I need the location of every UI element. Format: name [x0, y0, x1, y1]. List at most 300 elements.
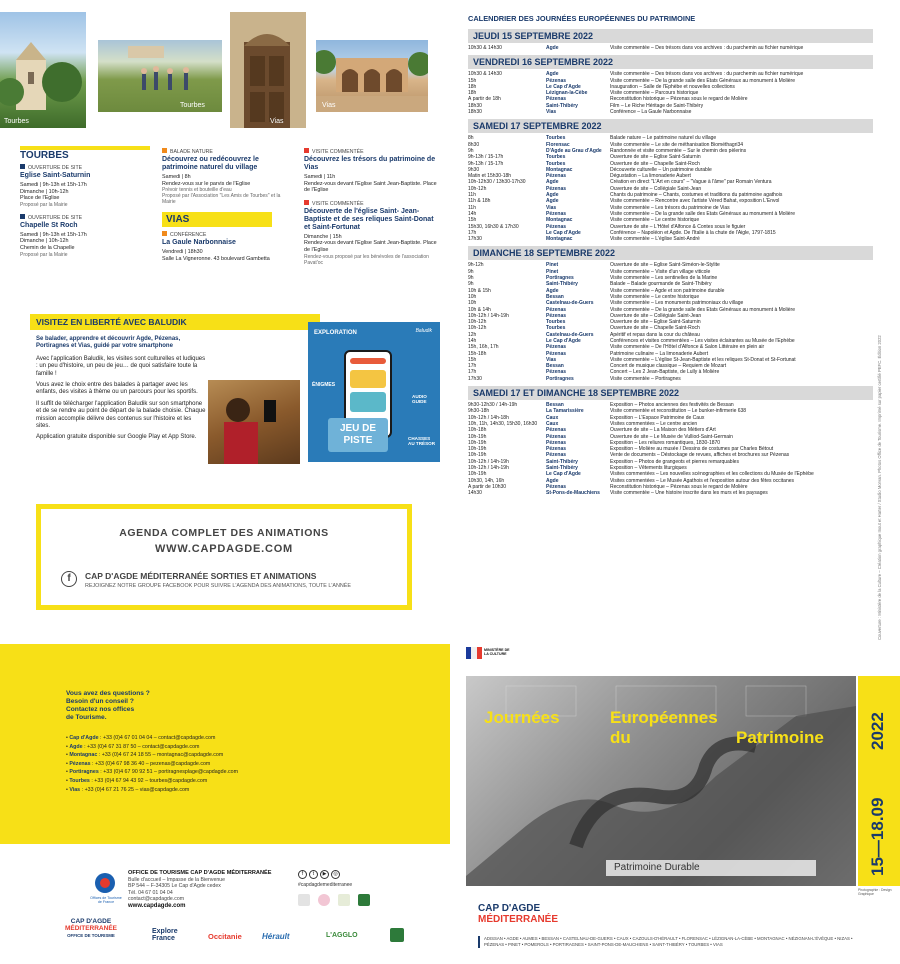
- photo-tourbes-walkers: [98, 40, 222, 112]
- agenda-box: [36, 504, 412, 610]
- bullet-icon: •: [66, 786, 70, 793]
- event-date: Samedi | 9h-13h et 15h-17h: [20, 231, 87, 238]
- calendar-row: [468, 45, 873, 51]
- event-town: St-Pons-de-Mauchiens: [546, 490, 600, 497]
- event-time: 10h-12h30 / 13h30-17h30: [468, 179, 526, 186]
- event-town: Tourbes: [546, 319, 566, 326]
- event-town: Florensac: [546, 141, 570, 148]
- event-town: Castelnau-de-Guers: [546, 331, 594, 338]
- event-town: Vias: [546, 204, 557, 211]
- event-time: 10h-19h: [468, 439, 487, 446]
- event-date: Dimanche | 15h: [304, 233, 342, 240]
- baludik-text: [36, 336, 206, 442]
- event-time: 10h-19h: [468, 433, 487, 440]
- photo-caption: Tourbes: [180, 102, 205, 109]
- twitter-icon[interactable]: t: [309, 870, 318, 879]
- event-town: Le Cap d'Agde: [546, 471, 581, 478]
- office-line: BP 544 – F-34305 Le Cap d'Agde cedex: [128, 883, 221, 890]
- event-time: 9h30: [468, 166, 480, 173]
- event-time: 15h-18h: [468, 350, 487, 357]
- office-contact[interactable]: : +33 (0)4 67 21 76 25 – vias@capdagde.com: [81, 786, 190, 793]
- event-town: Pézenas: [546, 173, 567, 180]
- social-icons: [298, 870, 340, 879]
- event-time: 14h30: [468, 490, 482, 497]
- event-title: Chapelle St Roch: [20, 221, 78, 229]
- event-title: Découvrez ou redécouvrez le patrimoine naturel du village: [162, 156, 259, 171]
- jeu-panel: [328, 418, 388, 452]
- event-time: 17h: [468, 229, 477, 236]
- event-town: Pézenas: [546, 439, 567, 446]
- event-town: Le Cap d'Agde: [546, 337, 581, 344]
- event-time: 10h-12h / 14h-19h: [468, 458, 509, 465]
- event-description: Découverte culturelle – Un patrimoine durable: [610, 166, 712, 173]
- office-name: Vias: [69, 786, 81, 793]
- event-time: 10h-12h / 14h-19h: [468, 465, 509, 472]
- event-time: 17h: [468, 369, 477, 376]
- event-description: Concert de musique classique – Requiem de Mozart: [610, 363, 727, 370]
- event-title: Découverte de l'église Saint- Jean-Baptiste et de ses reliques Saint-Donat et Saint-Fortunat: [304, 207, 434, 231]
- event-place: Salle La Vigneronne. 43 boulevard Gambetta: [162, 255, 270, 262]
- event-description: Visite commentée – Parcours historique: [610, 90, 699, 97]
- app-label: EXPLORATION: [314, 330, 357, 336]
- event-description: Visite commentée – Les monuments patrimoniaux du village: [610, 300, 744, 307]
- event-time: 10h, 11h, 14h30, 15h30, 16h30: [468, 420, 538, 427]
- event-type: BALADE NATURE: [170, 149, 213, 155]
- logo-text: MÉDITERRANÉE: [64, 925, 117, 932]
- event-date: Samedi | 8h: [162, 174, 191, 180]
- event-time: Matin et 15h30-18h: [468, 173, 512, 180]
- event-description: Patrimoine culinaire – La limonaderie Aubert: [610, 350, 709, 357]
- event-time: 10h30, 14h, 16h: [468, 477, 505, 484]
- event-town: Vias: [546, 109, 557, 116]
- event-type: OUVERTURE DE SITE: [28, 165, 83, 171]
- event-place: Rendez-vous sur le parvis de l'Eglise: [162, 180, 251, 187]
- event-town: Le Cap d'Agde: [546, 229, 581, 236]
- event-note: Proposé par la Mairie: [20, 201, 68, 208]
- tourisme-quality-logo: [94, 872, 116, 894]
- event-town: Agde: [546, 477, 559, 484]
- event-town: Bessan: [546, 402, 564, 409]
- event-description: Visites commentées – Le Musée Agathois et l'exposition autour des fêtes occitanes: [610, 477, 795, 484]
- calendar-day-header: VENDREDI 16 SEPTEMBRE 2022: [468, 55, 873, 69]
- event-town: Agde: [546, 71, 559, 78]
- event-time: 14h: [468, 337, 477, 344]
- office-url[interactable]: www.capdagde.com: [128, 902, 186, 909]
- ministere-label: MINISTÈRE DE LA CULTURE: [484, 648, 510, 656]
- event-town: La Tamarissière: [546, 408, 584, 415]
- event-time: 9h30-12h30 / 14h-19h: [468, 402, 518, 409]
- agenda-url[interactable]: WWW.CAPDAGDE.COM: [154, 543, 294, 555]
- event-time: 15h, 16h, 17h: [468, 344, 499, 351]
- bullet-icon: •: [66, 743, 70, 750]
- office-line: contact@capdagde.com: [128, 896, 185, 903]
- event-town: Pinet: [546, 262, 559, 269]
- calendar-rows: [468, 402, 873, 496]
- event-time: 9h: [468, 275, 474, 282]
- badge-icon: [358, 894, 370, 906]
- brand-text: MÉDITERRANÉE: [478, 914, 559, 925]
- photo-vias-square: [316, 40, 428, 112]
- event-town: Tourbes: [546, 325, 566, 332]
- event-description: Randonnée et visite commentée – Sur le chemin des pèlerins: [610, 147, 747, 154]
- calendar: [468, 14, 873, 497]
- event-date: Dimanche | 10h-12h: [20, 188, 69, 195]
- office-name: Montagnac: [69, 752, 98, 759]
- event-description: Visite commentée – Les sentinelles de la Marine: [610, 275, 718, 282]
- event-description: Conférence – Napoléon et Agde. De l'Italie à la chute de l'Aigle, 1797-1815: [610, 229, 776, 236]
- event-time: 10h-18h: [468, 427, 487, 434]
- hashtag: #capdagdemediterranee: [298, 882, 353, 888]
- calendar-day-header: SAMEDI 17 SEPTEMBRE 2022: [468, 119, 873, 133]
- event-description: Visite commentée – Le centre historique: [610, 217, 700, 224]
- square-bullet-icon: [162, 148, 167, 153]
- facebook-icon[interactable]: f: [61, 571, 77, 587]
- event-description: Visites commentées – Les nouvelles scénographies et les collections du Musée de l'Ephèbe: [610, 471, 814, 478]
- event-place: Rendez-vous devant l'Eglise Saint Jean-Baptiste. Place de l'Eglise: [304, 240, 437, 253]
- event-description: Visite commentée – De la grande salle des Etats Généraux au monument à Molière: [610, 77, 796, 84]
- event-town: Montagnac: [546, 166, 573, 173]
- event-description: Exposition – Vêtements liturgiques: [610, 465, 687, 472]
- event-time: 10h-12h: [468, 325, 487, 332]
- event-town: Pézenas: [546, 210, 567, 217]
- event-town: Agde: [546, 287, 559, 294]
- facebook-icon[interactable]: f: [298, 870, 307, 879]
- event-town: Pézenas: [546, 344, 567, 351]
- event-time: 10h30 & 14h30: [468, 71, 502, 78]
- tourbes-column: [20, 150, 148, 258]
- event-town: Pézenas: [546, 306, 567, 313]
- capdagde-logo: [60, 918, 122, 938]
- event-town: Pézenas: [546, 433, 567, 440]
- event-town: Tourbes: [546, 154, 566, 161]
- event-description: Visite commentée – Le site de méthanisation Biométhagri34: [610, 141, 744, 148]
- event-town: Pézenas: [546, 483, 567, 490]
- square-bullet-icon: [304, 200, 309, 205]
- square-bullet-icon: [162, 231, 167, 236]
- event-description: Ouverture de site – L'Hôtel d'Alfonce & Contes sous le figuier: [610, 223, 746, 230]
- event-time: 18h: [468, 90, 477, 97]
- event-time: 14h: [468, 210, 477, 217]
- office-line: Bulle d'accueil – Impasse de la Bienvenue: [128, 877, 226, 883]
- cover-towns: ADISSAN • AGDE • AUMES • BESSAN • CASTELNAU-DE-GUERS • CAUX • CAZOULS-D'HÉRAULT • FLORENSAC • LÉZIGNAN-LA-CÈBE • MONTAGNAC • NÉZIGNAN-L'ÉVÊQUE • NIZAS • PÉZENAS • PINET • POMEROLS • PORTIRAGNES • SAINT-PONS-DE-MAUCHIENS • SAINT-THIBÉRY • TOURBES • VIAS: [478, 936, 858, 948]
- event-time: 9h: [468, 281, 474, 288]
- occitanie-logo: Occitanie: [208, 932, 242, 941]
- event-town: Tourbes: [546, 160, 566, 167]
- event-description: Chants du patrimoine – Chants, costumes et traditions du patrimoine agathois: [610, 192, 783, 199]
- event-time: 11h: [468, 204, 476, 211]
- photo-vias-door: [230, 12, 306, 128]
- contact-line: [66, 768, 366, 777]
- baludik-lead: Se balader, apprendre et découvrir Agde, Pézenas, Portiragnes et Vias, guidé par votre smartphone: [36, 336, 181, 350]
- event-town: D'Agde au Grau d'Agde: [546, 147, 602, 154]
- event-time: 10h-19h: [468, 446, 487, 453]
- event-time: 9h: [468, 147, 474, 154]
- event-town: Pézenas: [546, 350, 567, 357]
- office-name: Agde: [69, 743, 83, 750]
- event-description: Exposition – Photos de grangeots et pierres remarquables: [610, 458, 739, 465]
- square-bullet-icon: [304, 148, 309, 153]
- contact-question: de Tourisme.: [66, 714, 107, 721]
- event-description: Ouverture de site – Le Musée de Vulliod-Saint-Germain: [610, 433, 733, 440]
- credits-text: Couverture : Ministère de la Culture – Création graphique Inout et Harter / Studio Morvan. Photos Office de Tourisme. Imprimé sur papier certifié PEFC. Édition 2022: [877, 335, 882, 640]
- cover-yellow-strip: [858, 676, 900, 886]
- event-place: Chemin de la Chapelle: [20, 244, 75, 251]
- event-note: Proposé par la Mairie: [20, 251, 68, 258]
- event-time: 10h: [468, 300, 477, 307]
- event-time: 8h30: [468, 141, 480, 148]
- contact-list: [66, 734, 366, 794]
- cover-dates: 15—18.09: [868, 797, 887, 876]
- event-description: Ouverture de site – Collégiale Saint-Jean: [610, 312, 702, 319]
- event-time: 18h: [468, 83, 477, 90]
- calendar-days: [468, 29, 873, 497]
- event-town: Bessan: [546, 363, 564, 370]
- calendar-rows: [468, 45, 873, 51]
- event-description: Visite commentée – Portiragnes: [610, 375, 681, 382]
- cover-year: 2022: [868, 712, 887, 750]
- quality-label: Offices de Tourisme de France: [90, 896, 122, 905]
- baludik-title: VISITEZ EN LIBERTÉ AVEC BALUDIK: [30, 314, 320, 330]
- event-description: Visite commentée – Agde et son patrimoine durable: [610, 287, 725, 294]
- app-label: CHASSES AU TRÉSOR: [408, 436, 436, 446]
- calendar-row: [468, 490, 873, 496]
- cover-credit: Photographie : Design Graphique: [858, 888, 892, 896]
- contact-question: Vous avez des questions ?: [66, 690, 150, 697]
- event-time: 17h: [468, 363, 477, 370]
- section-title-vias: VIAS: [162, 212, 272, 227]
- herault-logo: Hérault: [262, 932, 290, 941]
- baludik-paragraph: Vous avez le choix entre des balades à partager avec les enfants, des visites à thème ou un parcours pour les sportifs.: [36, 382, 198, 396]
- event-place: Rendez-vous devant l'Eglise Saint Jean-Baptiste. Place de l'Eglise: [304, 180, 437, 194]
- calendar-row: [468, 236, 873, 242]
- calendar-rows: [468, 262, 873, 382]
- event-town: Saint-Thibéry: [546, 102, 578, 109]
- event-description: Ouverture de site – Chapelle Saint-Roch: [610, 325, 700, 332]
- photo-caption: Vias: [322, 102, 336, 109]
- event-time: 18h30: [468, 102, 482, 109]
- square-bullet-icon: [20, 214, 25, 219]
- credits-vertical: [877, 20, 889, 640]
- event-time: 10h30 & 14h30: [468, 45, 502, 51]
- event-description: Exposition – L'Espace Patrimoine de Caux: [610, 414, 705, 421]
- event-description: Conférences et visites commentées – Les visites éclairantes au Musée de l'Ephèbe: [610, 337, 795, 344]
- event-description: Ouverture de site – Eglise Saint-Siméon-le-Stylite: [610, 262, 720, 269]
- calendar-day-header: JEUDI 15 SEPTEMBRE 2022: [468, 29, 873, 43]
- office-contact[interactable]: : +33 (0)4 67 90 92 51 – portiragnesplage@capdagde.com: [100, 769, 238, 776]
- explore-france-logo: Explore France: [152, 928, 178, 942]
- contact-line: [66, 777, 366, 786]
- event-time: 10h-12h: [468, 319, 487, 326]
- event-time: 17h30: [468, 375, 482, 382]
- event-town: Portiragnes: [546, 375, 574, 382]
- event-town: Pinet: [546, 268, 559, 275]
- event-time: 9h-12h: [468, 262, 484, 269]
- event-time: 8h: [468, 135, 474, 142]
- event-town: Agde: [546, 45, 559, 51]
- facebook-group-subtitle: REJOIGNEZ NOTRE GROUPE FACEBOOK POUR SUIVRE L'AGENDA DES ANIMATIONS, TOUTE L'ANNÉE: [85, 583, 351, 589]
- office-contact[interactable]: : +33 (0)4 67 01 04 04 – contact@capdagde.com: [100, 735, 216, 741]
- baludik-paragraph: Avec l'application Baludik, les visites sont culturelles et ludiques : un peu d'histoire, un peu de jeu… de quoi satisfaire toute la famille !: [36, 355, 206, 377]
- event-town: Le Cap d'Agde: [546, 83, 581, 90]
- event-description: Reconstitution historique – Pézenas sous le regard de Molière: [610, 483, 748, 490]
- event-description: Visite commentée – L'église St-Jean-Baptiste et les reliques St-Donat et St-Fortunat: [610, 356, 796, 363]
- app-label: JEU DE PISTE: [339, 423, 377, 446]
- event-date: Samedi | 9h-13h et 15h-17h: [20, 182, 87, 188]
- event-time: 11h: [468, 192, 476, 199]
- office-name: Portiragnes: [69, 769, 99, 776]
- event-town: Pézenas: [546, 427, 567, 434]
- brand-text: CAP D'AGDE: [478, 903, 541, 914]
- event-description: Visites commentées – Le centre ancien: [610, 420, 698, 427]
- baludik-paragraph: Application gratuite disponible sur Google Play et App Store.: [36, 434, 197, 441]
- event-time: 18h30: [468, 109, 482, 116]
- office-contact[interactable]: : +33 (0)4 67 31 87 50 – contact@capdagde.com: [84, 743, 200, 750]
- event-description: Ouverture de site – Collégiale Saint-Jean: [610, 185, 702, 192]
- event-description: Visite commentée – De l'Hôtel d'Alfonce & Salon Littéraire en plein air: [610, 344, 765, 351]
- bullet-icon: •: [66, 769, 70, 776]
- event-description: Ouverture de site – Chapelle Saint-Roch: [610, 160, 700, 167]
- event-description: Création en direct "L'Art en cours" – "Vague à l'âme" par Romain Ventura: [610, 179, 772, 186]
- calendar-rows: [468, 71, 873, 115]
- marianne-logo: [466, 646, 482, 658]
- event-description: Exposition – Les reliures romantiques, 1830-1870: [610, 439, 721, 446]
- photo-baludik-user: [208, 380, 300, 464]
- calendar-rows: [468, 135, 873, 242]
- event-time: 9h: [468, 268, 474, 275]
- nature-column: [162, 148, 294, 262]
- event-title: La Gaule Narbonnaise: [162, 239, 236, 247]
- event-time: À partir de 18h: [468, 96, 501, 103]
- event-town: Pézenas: [546, 96, 567, 103]
- logo-text: CAP D'AGDE: [70, 918, 112, 925]
- event-type: OUVERTURE DE SITE: [28, 214, 83, 221]
- office-name: Pézenas: [69, 760, 91, 767]
- cover-photo: [466, 676, 856, 886]
- event-type: CONFÉRENCE: [170, 232, 207, 239]
- photo-tourbes-church: [0, 12, 86, 128]
- event-description: Exposition – Photos anciennes des festivités de Bessan: [610, 402, 734, 409]
- app-label: AUDIO GUIDE: [412, 394, 427, 404]
- bullet-icon: •: [66, 760, 70, 767]
- bullet-icon: •: [66, 735, 70, 741]
- event-town: Agde: [546, 192, 559, 199]
- cover-word: du: [610, 728, 631, 747]
- facebook-group-title: CAP D'AGDE MÉDITERRANÉE SORTIES ET ANIMATIONS: [85, 571, 317, 581]
- event-description: Film – Le Riche Héritage de Saint-Thibéry: [610, 102, 704, 109]
- contact-line: [66, 786, 366, 795]
- office-contact[interactable]: : +33 (0)4 67 24 18 55 – montagnac@capdagde.com: [98, 752, 224, 759]
- event-description: Visite commentée – Les trésors du patrimoine de Vias: [610, 204, 730, 211]
- baludik-paragraph: Il suffit de télécharger l'application Baludik sur son smartphone et de se rendre au point de départ de la balade choisie. Chaque mission accomplie délivre des contenus sur l'histoire et les sites.: [36, 400, 206, 430]
- event-note: Proposé par l'Association "Les Amis de Tourbes" et la Mairie: [162, 193, 281, 206]
- event-description: Reconstitution historique – Pézenas sous le regard de Molière: [610, 96, 748, 103]
- event-town: Pézenas: [546, 185, 567, 192]
- office-contact[interactable]: : +33 (0)4 67 98 36 40 – pezenas@capdagde.com: [92, 760, 211, 767]
- calendar-day-header: DIMANCHE 18 SEPTEMBRE 2022: [468, 246, 873, 260]
- photo-caption: Tourbes: [4, 118, 29, 125]
- app-label: ÉNIGMES: [312, 382, 336, 388]
- office-name: Cap d'Agde: [69, 735, 99, 741]
- event-date: Samedi | 11h: [304, 174, 336, 180]
- contact-line: [66, 751, 366, 760]
- event-description: Visite commentée – Des trésors dans vos archives : du parchemin au fichier numérique: [610, 71, 804, 78]
- event-description: Visite commentée et reconstitution – Le bunker-infirmerie 638: [610, 408, 747, 415]
- event-description: Apéritif et repas dans la cour du château: [610, 331, 700, 338]
- event-description: Balade – Balade gourmande de Saint-Thibéry: [610, 281, 712, 288]
- event-town: Saint-Thibéry: [546, 465, 578, 472]
- event-town: Castelnau-de-Guers: [546, 300, 594, 307]
- event-town: Montagnac: [546, 236, 573, 243]
- agenda-title: AGENDA COMPLET DES ANIMATIONS: [119, 527, 329, 539]
- event-time: 12h: [468, 331, 477, 338]
- cover-word: Patrimoine: [736, 728, 824, 747]
- event-town: Montagnac: [546, 217, 573, 224]
- event-time: 17h30: [468, 236, 482, 243]
- event-description: Visite commentée – L'église Saint-André: [610, 236, 700, 243]
- event-place: Place de l'Eglise: [20, 195, 60, 202]
- bullet-icon: •: [66, 752, 70, 759]
- contact-line: [66, 743, 366, 752]
- event-note: Prévoir tennis et bouteille d'eau: [162, 187, 232, 194]
- office-name: Tourbes: [69, 777, 90, 784]
- event-description: Visite commentée – Le centre historique: [610, 293, 700, 300]
- event-date: Vendredi | 18h30: [162, 249, 203, 256]
- contact-question: Contactez nos offices: [66, 706, 135, 713]
- event-town: Caux: [546, 420, 559, 427]
- event-description: Visite commentée – De la grande salle des Etats Généraux au monument à Molière: [610, 306, 796, 313]
- event-town: Saint-Thibéry: [546, 281, 578, 288]
- event-description: Visite commentée – Visite d'un village viticole: [610, 268, 711, 275]
- event-title: Eglise Saint-Saturnin: [20, 172, 91, 179]
- event-description: Visite commentée – Des trésors dans vos archives : du parchemin au fichier numérique: [610, 45, 804, 51]
- event-time: 15h: [468, 217, 477, 224]
- event-time: 15h: [468, 356, 477, 363]
- event-time: 10h & 15h: [468, 287, 491, 294]
- event-time: 9h-13h / 15-17h: [468, 154, 504, 161]
- baludik-logo: Baludik: [415, 328, 432, 334]
- event-description: Ouverture de site – Eglise Saint-Saturnin: [610, 319, 701, 326]
- baludik-app-visual: [308, 322, 440, 462]
- event-type: VISITE COMMENTÉE: [312, 200, 364, 207]
- calendar-title: CALENDRIER DES JOURNÉES EUROPÉENNES DU PATRIMOINE: [468, 14, 696, 23]
- event-time: 15h: [468, 77, 477, 84]
- event-town: Portiragnes: [546, 275, 574, 282]
- event-note: Rendez-vous proposé par les bénévoles de l'association Pavat'oc: [304, 253, 429, 266]
- youtube-icon[interactable]: ▶: [320, 870, 329, 879]
- event-description: Ouverture de site – Eglise Saint-Saturnin: [610, 154, 701, 161]
- event-town: Pézenas: [546, 446, 567, 453]
- badge-icon: [390, 928, 404, 942]
- event-time: 10h-12h: [468, 185, 487, 192]
- event-description: Visite commentée – De la grande salle des Etats Généraux au monument à Molière: [610, 210, 796, 217]
- section-title-tourbes: TOURBES: [20, 150, 69, 161]
- contact-panel: [0, 644, 450, 844]
- office-contact[interactable]: : +33 (0)4 67 94 43 92 – tourbes@capdagde.com: [91, 777, 208, 784]
- vias-column: [304, 148, 440, 266]
- event-time: 10h-19h: [468, 452, 487, 459]
- event-time: 15h30, 16h30 & 17h30: [468, 223, 519, 230]
- event-description: Concert – Les 2 Jean-Baptiste, de Lully à Molière: [610, 369, 720, 376]
- contact-line: [66, 734, 366, 743]
- logo-text: OFFICE DE TOURISME: [67, 933, 115, 938]
- event-town: Lézignan-la-Cèbe: [546, 90, 588, 97]
- instagram-icon[interactable]: ◎: [331, 870, 340, 879]
- event-type: VISITE COMMENTÉE: [312, 149, 364, 155]
- agglo-logo: L'AGGLO: [326, 932, 358, 939]
- event-town: Tourbes: [546, 135, 566, 142]
- event-description: Vente de documents – Déstockage de revues, affiches et brochures sur Pézenas: [610, 452, 790, 459]
- event-time: 10h & 14h: [468, 306, 491, 313]
